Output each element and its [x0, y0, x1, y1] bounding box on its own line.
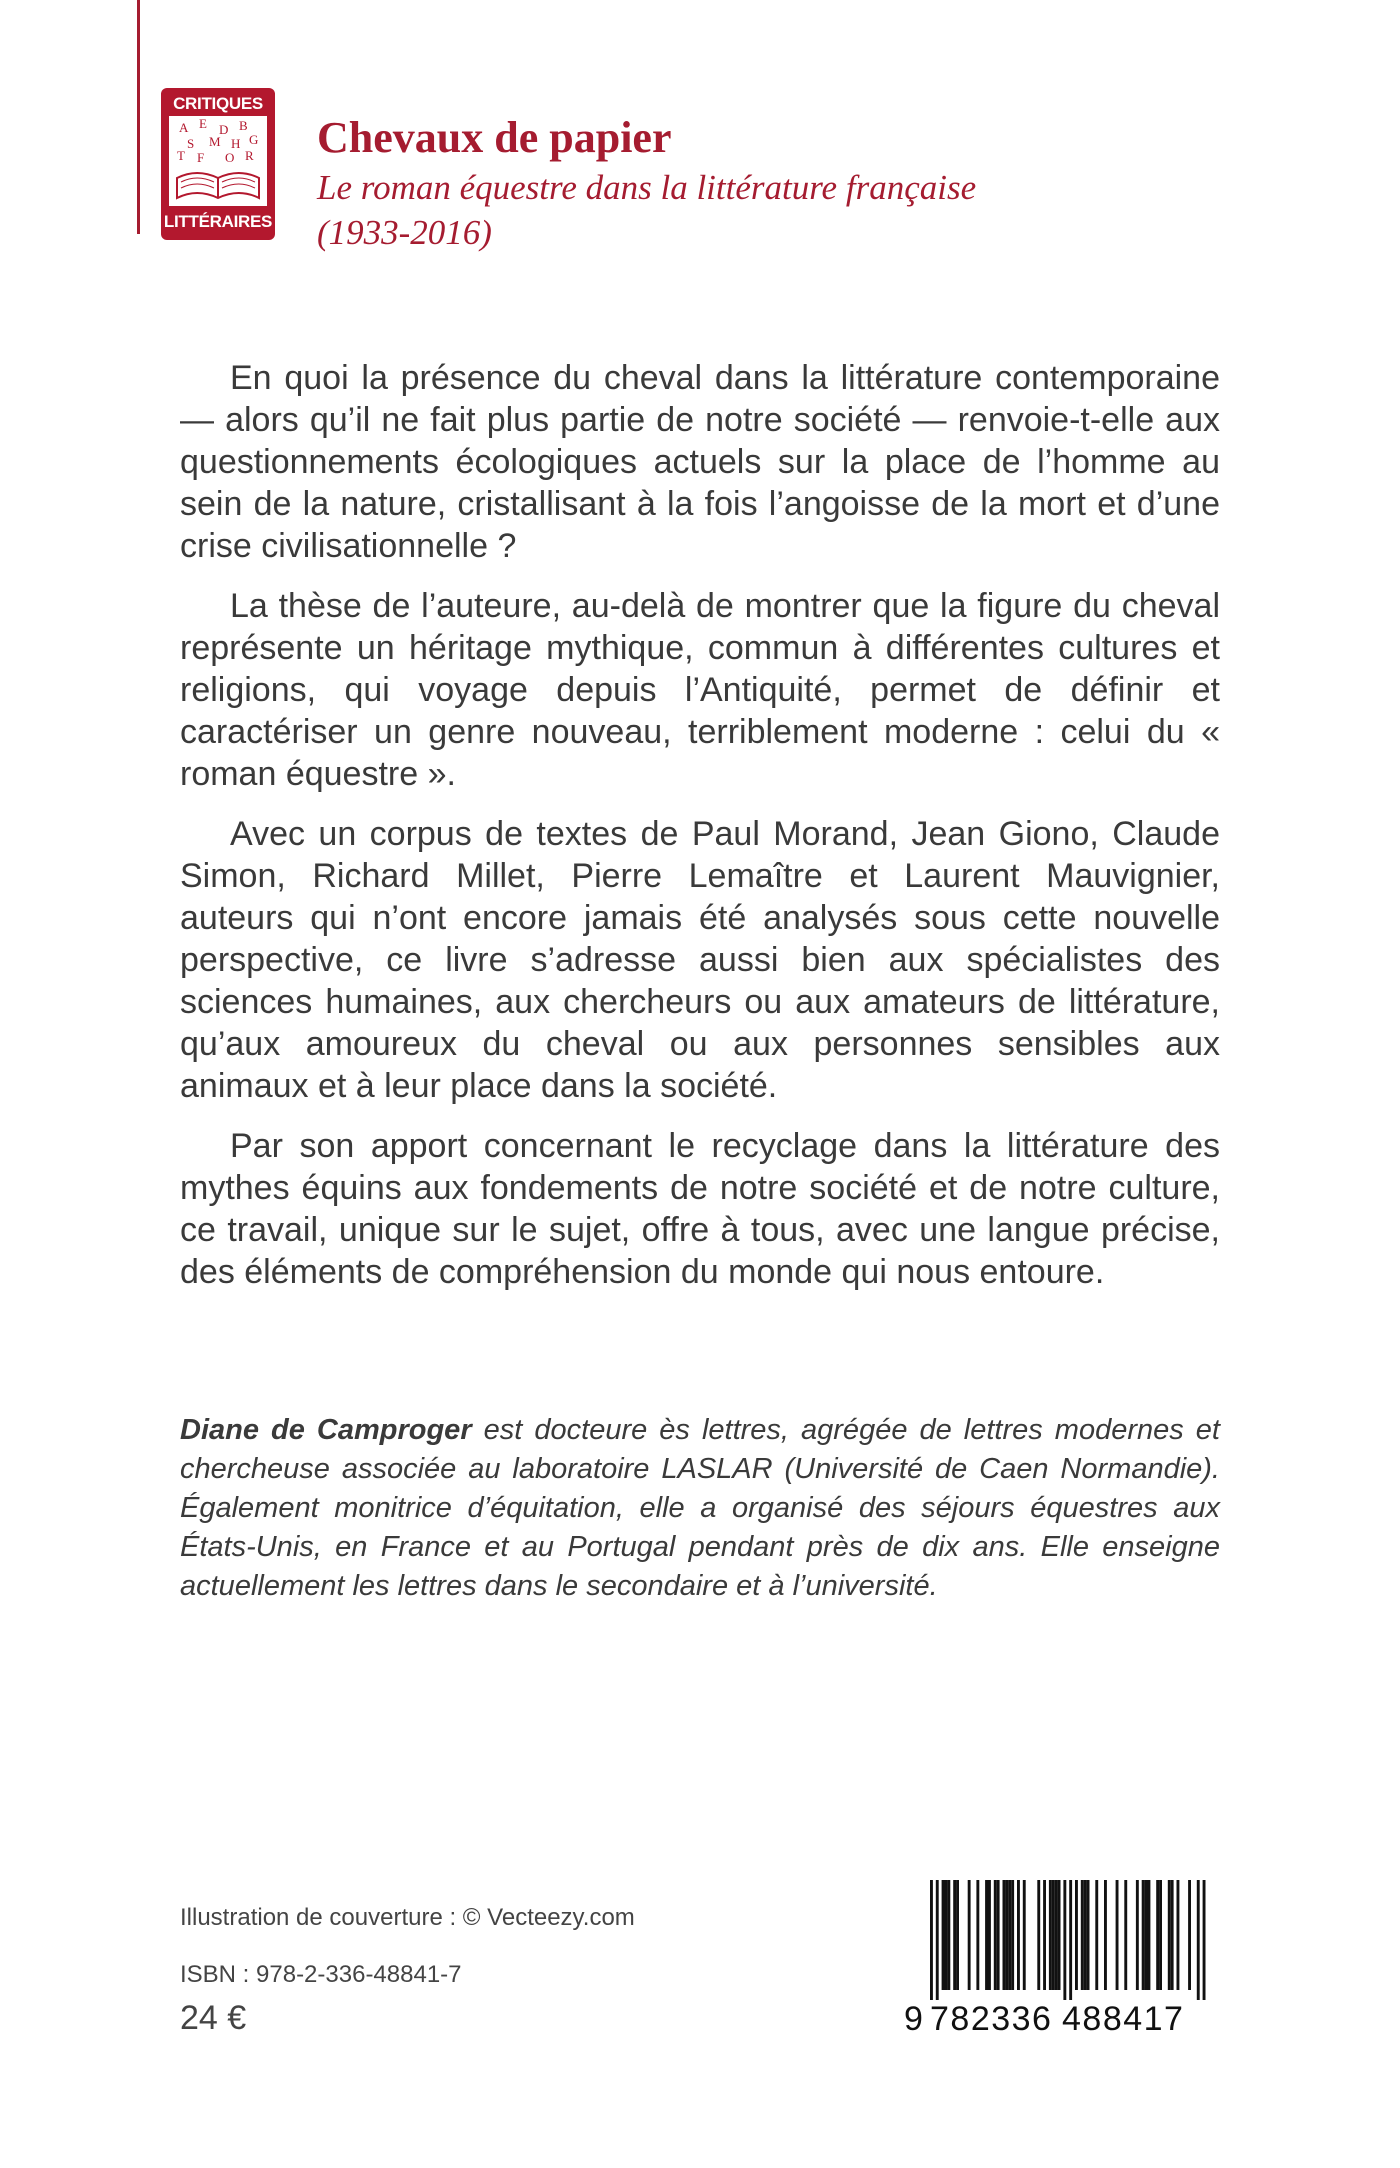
barcode-bar: [1055, 1880, 1058, 1990]
barcode-bar: [1148, 1880, 1151, 1990]
barcode-bar: [976, 1880, 979, 1990]
barcode-bar: [997, 1880, 1000, 1990]
barcode-bar: [1058, 1880, 1061, 1990]
barcode-bar: [1081, 1880, 1084, 1990]
barcode-bar: [953, 1880, 956, 1990]
logo-top-text: CRITIQUES: [173, 94, 263, 113]
book-subtitle: Le roman équestre dans la littérature française: [317, 168, 977, 207]
open-book-icon: [169, 116, 267, 206]
summary-paragraph: La thèse de l’auteure, au-delà de montrer que la figure du cheval représente un héritage mythique, commun à différentes cultures et religions, qui voyage depuis l’Antiquité, permet de définir et caractériser un genre nouveau, terriblement moderne : celui du « roman équestre ».: [180, 587, 1220, 793]
barcode-guard-bar: [1069, 1880, 1072, 2000]
barcode-bar: [1005, 1880, 1008, 1990]
barcode-bar: [1008, 1880, 1011, 1990]
barcode-bar: [1136, 1880, 1139, 1990]
barcode-bar: [1023, 1880, 1026, 1990]
barcode-bar: [1145, 1880, 1148, 1990]
barcode-right-digits: 488417: [1062, 2000, 1185, 2038]
barcode-bar: [1104, 1880, 1107, 1990]
svg-text:E: E: [199, 116, 207, 131]
barcode-bar: [1075, 1880, 1078, 1990]
illustration-credit: Illustration de couverture : © Vecteezy.com: [180, 1904, 635, 1931]
barcode-bar: [985, 1880, 988, 1990]
barcode-bar: [1142, 1880, 1145, 1990]
barcode-bar: [1095, 1880, 1098, 1990]
barcode-guard-bar: [936, 1880, 939, 2000]
barcode-guard-bar: [1063, 1880, 1066, 2000]
barcode-bar: [1177, 1880, 1180, 1990]
back-cover-summary: [180, 357, 1220, 1311]
barcode-bar: [1037, 1880, 1040, 1990]
logo-bottom-text: LITTÉRAIRES: [163, 212, 273, 231]
barcode-bar: [1017, 1880, 1020, 1990]
summary-paragraph: En quoi la présence du cheval dans la littérature contemporaine — alors qu’il ne fait plus partie de notre société — renvoie-t-elle aux questionnements écologiques actuels sur la place de l’homme au sein de la nature, cristallisant à la fois l’angoisse de la mort et d’une crise civilisationnelle ?: [180, 359, 1220, 565]
isbn: ISBN : 978-2-336-48841-7: [180, 1961, 462, 1988]
barcode-bar: [1124, 1880, 1127, 1990]
barcode-bar: [1011, 1880, 1014, 1990]
barcode-left-digits: 782336: [930, 2000, 1053, 2038]
barcode-bar: [988, 1880, 991, 1990]
barcode-bars: [890, 1880, 1210, 2000]
isbn-barcode: [890, 1880, 1210, 2040]
svg-text:H: H: [231, 136, 241, 151]
barcode-bar: [1084, 1880, 1087, 1990]
barcode-bar: [1052, 1880, 1055, 1990]
svg-text:D: D: [219, 122, 229, 137]
svg-text:S: S: [187, 136, 195, 151]
svg-text:R: R: [245, 148, 254, 163]
book-dates: (1933-2016): [317, 213, 492, 252]
barcode-bar: [1171, 1880, 1174, 1990]
barcode-first-digit: 9: [904, 2000, 923, 2038]
barcode-bar: [1003, 1880, 1006, 1990]
book-title: Chevaux de papier: [317, 113, 672, 162]
barcode-bar: [994, 1880, 997, 1990]
barcode-guard-bar: [930, 1880, 933, 2000]
svg-text:A: A: [179, 120, 189, 135]
barcode-bar: [1087, 1880, 1090, 1990]
barcode-bar: [1188, 1880, 1191, 1990]
barcode-guard-bar: [1197, 1880, 1200, 2000]
svg-text:F: F: [197, 150, 205, 165]
barcode-bar: [968, 1880, 971, 1990]
barcode-bar: [942, 1880, 945, 1990]
barcode-bar: [956, 1880, 959, 1990]
barcode-bar: [945, 1880, 948, 1990]
barcode-bar: [1156, 1880, 1159, 1990]
barcode-bar: [947, 1880, 950, 1990]
summary-paragraph: Par son apport concernant le recyclage dans la littérature des mythes équins aux fondements de notre société et de notre culture, ce travail, unique sur le sujet, offre à tous, avec une langue précise, des éléments de compréhension du monde qui nous entoure.: [180, 1127, 1220, 1291]
price: 24 €: [180, 1999, 247, 2037]
author-name: Diane de Camproger: [180, 1414, 472, 1446]
author-bio-text: est docteure ès lettres, agrégée de lettres modernes et chercheuse associée au laboratoire LASLAR (Université de Caen Normandie). Également monitrice d’équitation, elle a organisé des séjours équestres aux États-Unis, en France et au Portugal pendant près de dix ans. Elle enseigne actuellement les lettres dans le secondaire et à l’université.: [180, 1414, 1220, 1602]
barcode-bar: [1116, 1880, 1119, 1990]
barcode-bar: [1043, 1880, 1046, 1990]
barcode-bar: [1159, 1880, 1162, 1990]
summary-paragraph: Avec un corpus de textes de Paul Morand, Jean Giono, Claude Simon, Richard Millet, Pierre Lemaître et Laurent Mauvignier, auteurs qui n’ont encore jamais été analysés sous cette nouvelle perspective, ce livre s’adresse aussi bien aux spécialistes des sciences humaines, aux chercheurs ou aux amateurs de littérature, qu’aux amoureux du cheval ou aux personnes sensibles aux animaux et à leur place dans la société.: [180, 815, 1220, 1105]
barcode-bar: [1049, 1880, 1052, 1990]
vertical-rule: [137, 0, 140, 234]
barcode-bar: [1168, 1880, 1171, 1990]
series-logo: [161, 88, 275, 240]
author-bio: [180, 1411, 1220, 1606]
svg-text:G: G: [249, 132, 259, 147]
svg-text:M: M: [209, 134, 221, 149]
svg-text:T: T: [177, 148, 185, 163]
barcode-guard-bar: [1203, 1880, 1206, 2000]
svg-text:B: B: [239, 118, 248, 133]
svg-text:O: O: [225, 150, 235, 165]
